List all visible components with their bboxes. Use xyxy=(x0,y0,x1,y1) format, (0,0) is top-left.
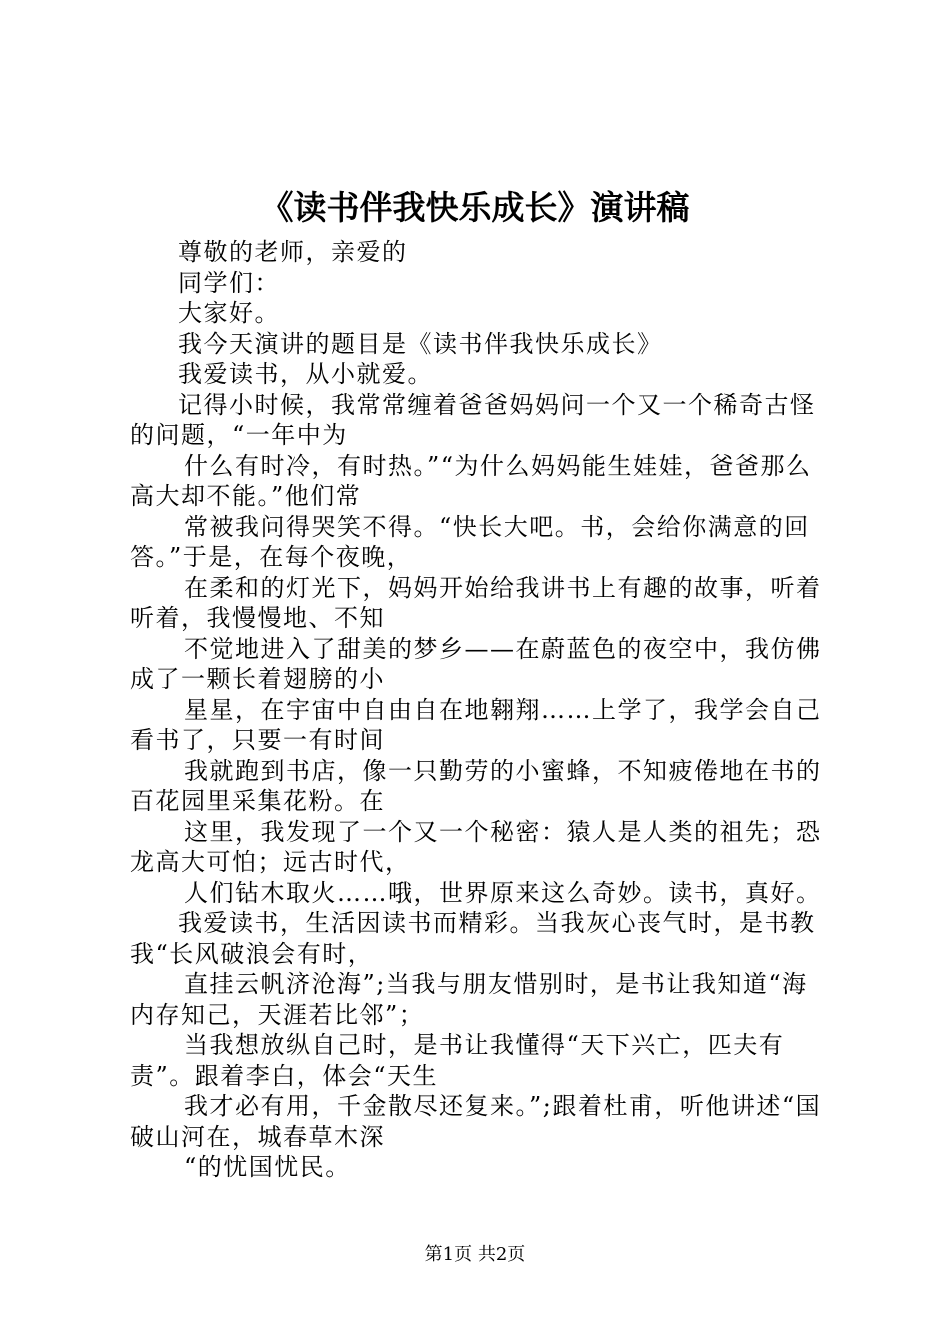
paragraph: 这里，我发现了一个又一个秘密：猿人是人类的祖先；恐龙高大可怕；远古时代， xyxy=(130,817,822,876)
paragraph: 在柔和的灯光下，妈妈开始给我讲书上有趣的故事，听着听着，我慢慢地、不知 xyxy=(130,573,822,632)
paragraph: 我才必有用，千金散尽还复来。”;跟着杜甫，听他讲述“国破山河在，城春草木深 xyxy=(130,1092,822,1151)
paragraph: 当我想放纵自己时，是书让我懂得“天下兴亡，匹夫有责”。跟着李白，体会“天生 xyxy=(130,1031,785,1090)
paragraph: 什么有时冷，有时热。”“为什么妈妈能生娃娃，爸爸那么高大却不能。”他们常 xyxy=(130,451,812,510)
paragraph: 我就跑到书店，像一只勤劳的小蜜蜂，不知疲倦地在书的百花园里采集花粉。在 xyxy=(130,756,822,815)
paragraph: 直挂云帆济沧海”;当我与朋友惜别时，是书让我知道“海内存知己，天涯若比邻”； xyxy=(130,970,808,1029)
paragraph: 大家好。 xyxy=(178,299,280,327)
paragraph: 我今天演讲的题目是《读书伴我快乐成长》 xyxy=(178,329,663,358)
document-body xyxy=(130,237,830,1183)
paragraph: “的忧国忧民。 xyxy=(184,1153,351,1181)
paragraph: 我爱读书，从小就爱。 xyxy=(178,360,433,388)
paragraph: 人们钻木取火……哦，世界原来这么奇妙。读书，真好。 xyxy=(184,878,822,907)
page-footer: 第1页 共2页 xyxy=(424,1244,526,1265)
paragraph: 常被我问得哭笑不得。“快长大吧。书，会给你满意的回答。”于是，在每个夜晚， xyxy=(130,512,810,571)
paragraph: 星星，在宇宙中自由自在地翱翔……上学了，我学会自己看书了，只要一有时间 xyxy=(130,695,822,754)
paragraph: 不觉地进入了甜美的梦乡——在蔚蓝色的夜空中，我仿佛成了一颗长着翅膀的小 xyxy=(130,634,822,693)
paragraph: 记得小时候，我常常缠着爸爸妈妈问一个又一个稀奇古怪的问题，“一年中为 xyxy=(130,390,816,449)
paragraph: 尊敬的老师，亲爱的 xyxy=(178,238,408,266)
document-title: 《读书伴我快乐成长》演讲稿 xyxy=(260,188,690,227)
paragraph: 同学们： xyxy=(178,268,280,297)
paragraph: 我爱读书，生活因读书而精彩。当我灰心丧气时，是书教我“长风破浪会有时， xyxy=(130,909,816,968)
